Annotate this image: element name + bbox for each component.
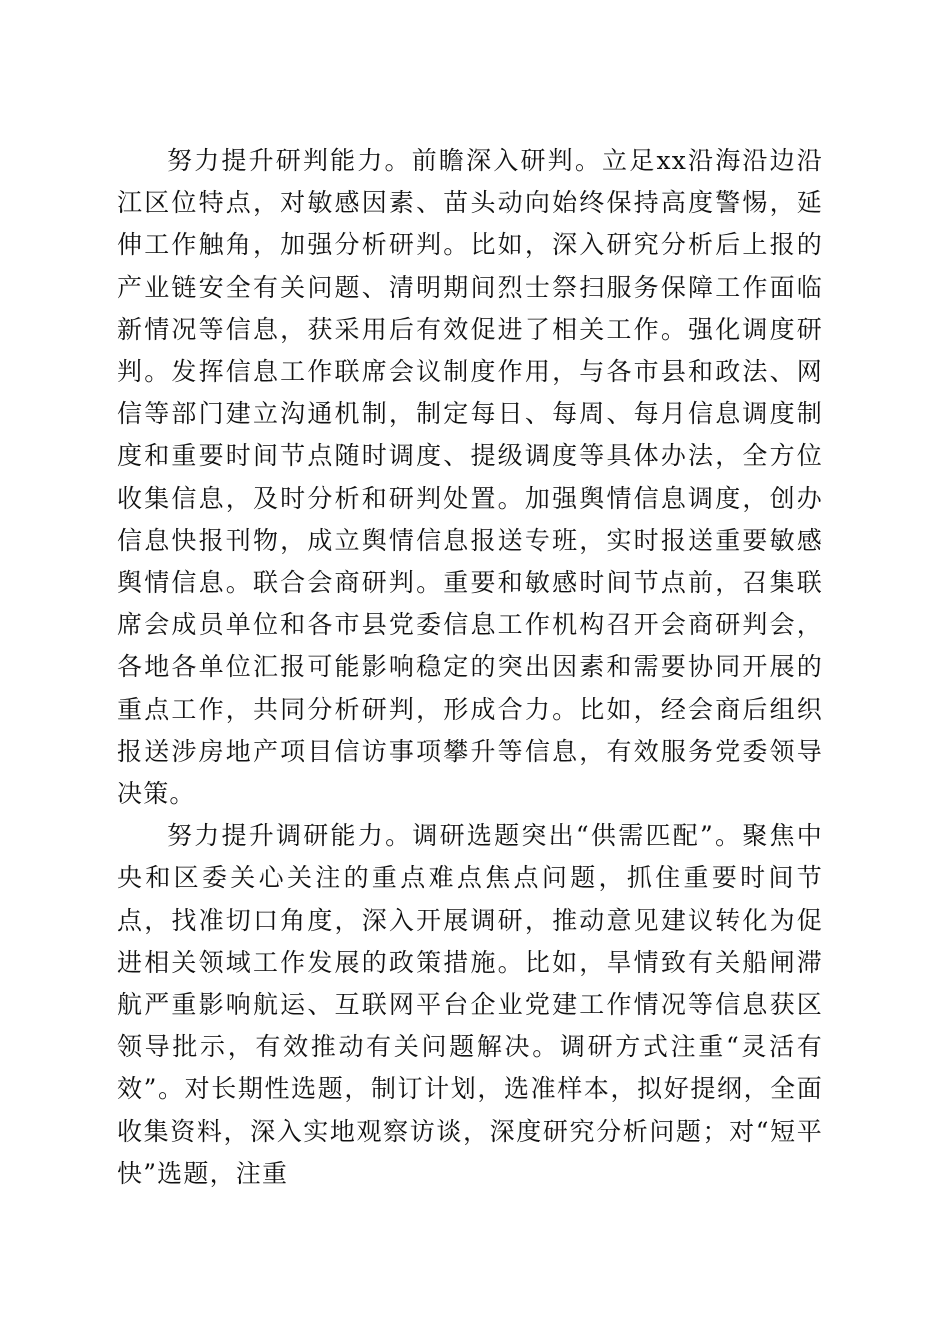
document-page	[117, 140, 823, 1195]
paragraph-research-judgment: 努力提升研判能力。前瞻深入研判。立足xx沿海沿边沿江区位特点，对敏感因素、苗头动向始终保持高度警惕，延伸工作触角，加强分析研判。比如，深入研究分析后上报的产业链安全有关问题、清明期间烈士祭扫服务保障工作面临新情况等信息，获采用后有效促进了相关工作。强化调度研判。发挥信息工作联席会议制度作用，与各市县和政法、网信等部门建立沟通机制，制定每日、每周、每月信息调度制度和重要时间节点随时调度、提级调度等具体办法，全方位收集信息，及时分析和研判处置。加强舆情信息调度，创办信息快报刊物，成立舆情信息报送专班，实时报送重要敏感舆情信息。联合会商研判。重要和敏感时间节点前，召集联席会成员单位和各市县党委信息工作机构召开会商研判会，各地各单位汇报可能影响稳定的突出因素和需要协同开展的重点工作，共同分析研判，形成合力。比如，经会商后组织报送涉房地产项目信访事项攀升等信息，有效服务党委领导决策。	[117, 146, 823, 809]
paragraph-investigation-research: 努力提升调研能力。调研选题突出“供需匹配”。聚焦中央和区委关心关注的重点难点焦点问题，抓住重要时间节点，找准切口角度，深入开展调研，推动意见建议转化为促进相关领域工作发展的政策措施。比如，旱情致有关船闸滞航严重影响航运、互联网平台企业党建工作情况等信息获区领导批示，有效推动有关问题解决。调研方式注重“灵活有效”。对长期性选题，制订计划，选准样本，拟好提纲，全面收集资料，深入实地观察访谈，深度研究分析问题；对“短平快”选题，注重	[117, 821, 823, 1188]
